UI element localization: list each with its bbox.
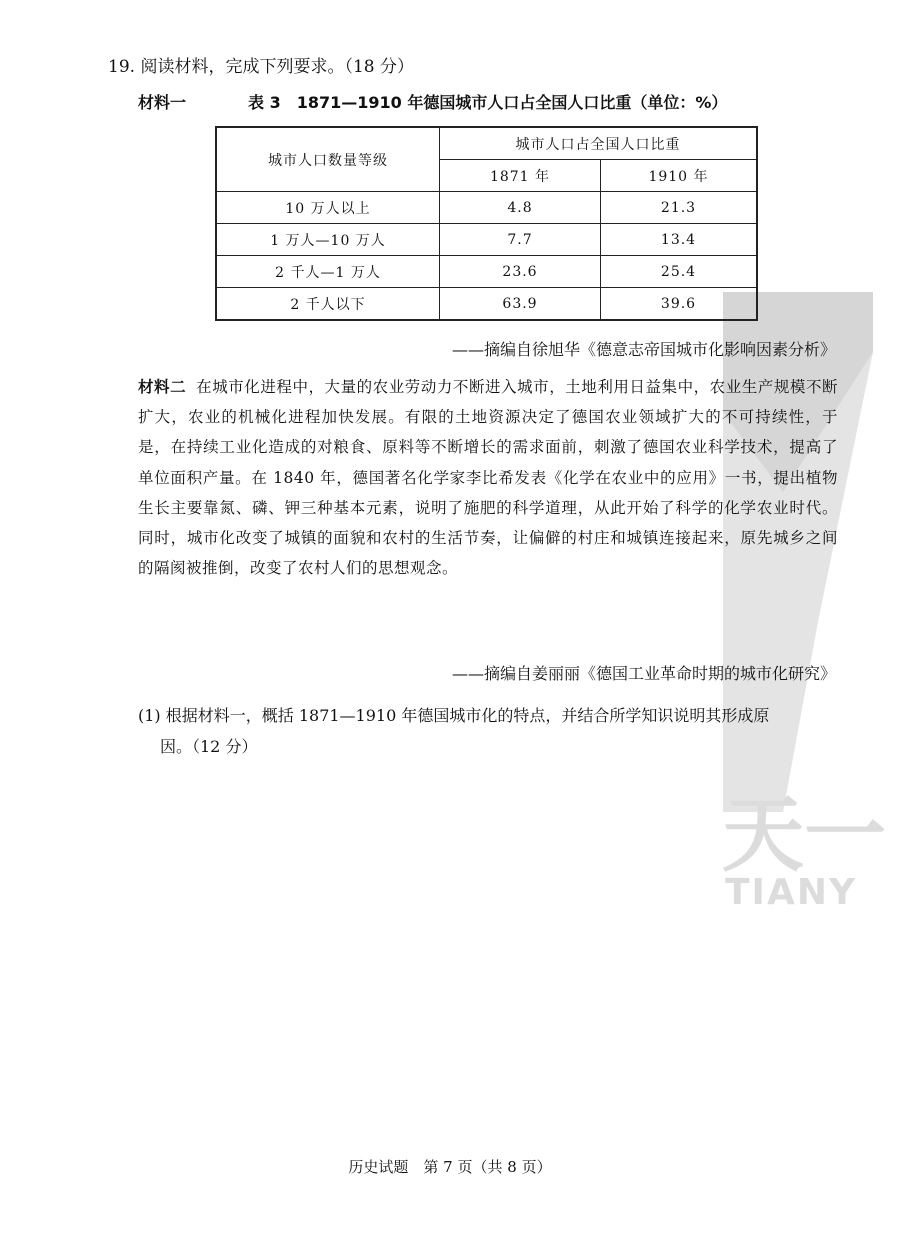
watermark-text-latin: TIANY (725, 872, 858, 913)
population-table (215, 126, 758, 321)
cell-value: 7.7 (440, 224, 601, 256)
table-caption: 表 3 1871—1910 年德国城市人口占全国人口比重（单位：%） (248, 93, 728, 112)
row-label: 2 千人—1 万人 (216, 256, 440, 288)
material2-text: 在城市化进程中，大量的农业劳动力不断进入城市，土地利用日益集中，农业生产规模不断扩大，农业的机械化进程加快发展。有限的土地资源决定了德国农业领域扩大的不可持续性，于是，在持续工业化造成的对粮食、原料等不断增长的需求面前，刺激了德国农业科学技术，提高了单位面积产量。在 1840 年，德国著名化学家李比希发表《化学在农业中的应用》一书，提出植物生长主要靠氮、磷、钾三种基本元素，说明了施肥的科学道理，从此开始了科学的化学农业时代。同时，城市化改变了城镇的面貌和农村的生活节奏，让偏僻的村庄和城镇连接起来，原先城乡之间的隔阂被推倒，改变了农村人们的思想观念。 (138, 378, 838, 578)
column-header-1871: 1871 年 (440, 160, 601, 192)
material2-source: ——摘编自姜丽丽《德国工业革命时期的城市化研究》 (451, 664, 836, 683)
row-label: 10 万人以上 (216, 192, 440, 224)
cell-value: 39.6 (601, 288, 758, 321)
column-header-1910: 1910 年 (601, 160, 758, 192)
cell-value: 23.6 (440, 256, 601, 288)
cell-value: 4.8 (440, 192, 601, 224)
sub-question-1 (138, 700, 838, 762)
material2-label: 材料二 (138, 378, 187, 396)
row-label: 2 千人以下 (216, 288, 440, 321)
cell-value: 13.4 (601, 224, 758, 256)
table-row (216, 192, 757, 224)
row-label: 1 万人—10 万人 (216, 224, 440, 256)
group-header: 城市人口占全国人口比重 (440, 127, 758, 160)
table-row (216, 288, 757, 321)
cell-value: 25.4 (601, 256, 758, 288)
material1-label: 材料一 (138, 93, 187, 112)
table-row (216, 256, 757, 288)
sub-question-1-line1: (1) 根据材料一，概括 1871—1910 年德国城市化的特点，并结合所学知识说明其形成原 (138, 706, 770, 725)
material1-source: ——摘编自徐旭华《德意志帝国城市化影响因素分析》 (451, 340, 836, 359)
page-footer: 历史试题 第 7 页（共 8 页） (348, 1158, 552, 1176)
row-header: 城市人口数量等级 (216, 127, 440, 192)
question-title: 19. 阅读材料，完成下列要求。（18 分） (108, 57, 414, 77)
table-row (216, 224, 757, 256)
material2-paragraph (138, 372, 838, 583)
cell-value: 21.3 (601, 192, 758, 224)
watermark-text: 天一 (722, 788, 887, 883)
sub-question-1-line2: 因。（12 分） (160, 737, 258, 756)
cell-value: 63.9 (440, 288, 601, 321)
